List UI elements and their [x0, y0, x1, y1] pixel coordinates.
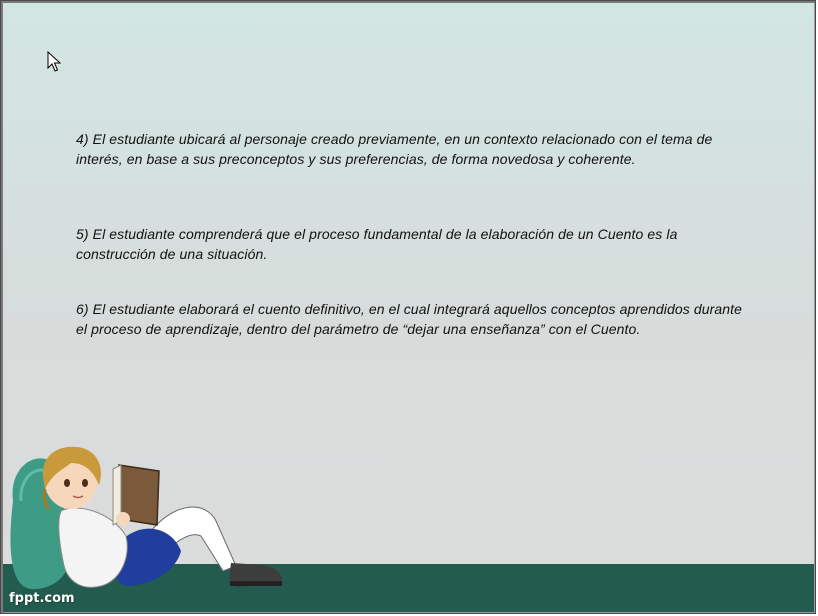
objective-4-text: 4) El estudiante ubicará al personaje creado previamente, en un contexto relacionado con el tema de interés, en base a sus preconceptos y sus preferencias, de forma novedosa y coherente.: [76, 131, 713, 167]
objective-5-text: 5) El estudiante comprenderá que el proceso fundamental de la elaboración de un Cuento es la construcción de una situación.: [76, 226, 678, 262]
fppt-logo: fppt.com: [9, 591, 75, 606]
mouse-pointer-icon: [47, 51, 61, 73]
objective-6-text: 6) El estudiante elaborará el cuento definitivo, en el cual integrará aquellos conceptos aprendidos durante el proceso de aprendizaje, dentro del parámetro de “dejar una enseñanza” con el Cuento.: [76, 301, 743, 337]
reading-child-illustration: [1, 441, 301, 601]
